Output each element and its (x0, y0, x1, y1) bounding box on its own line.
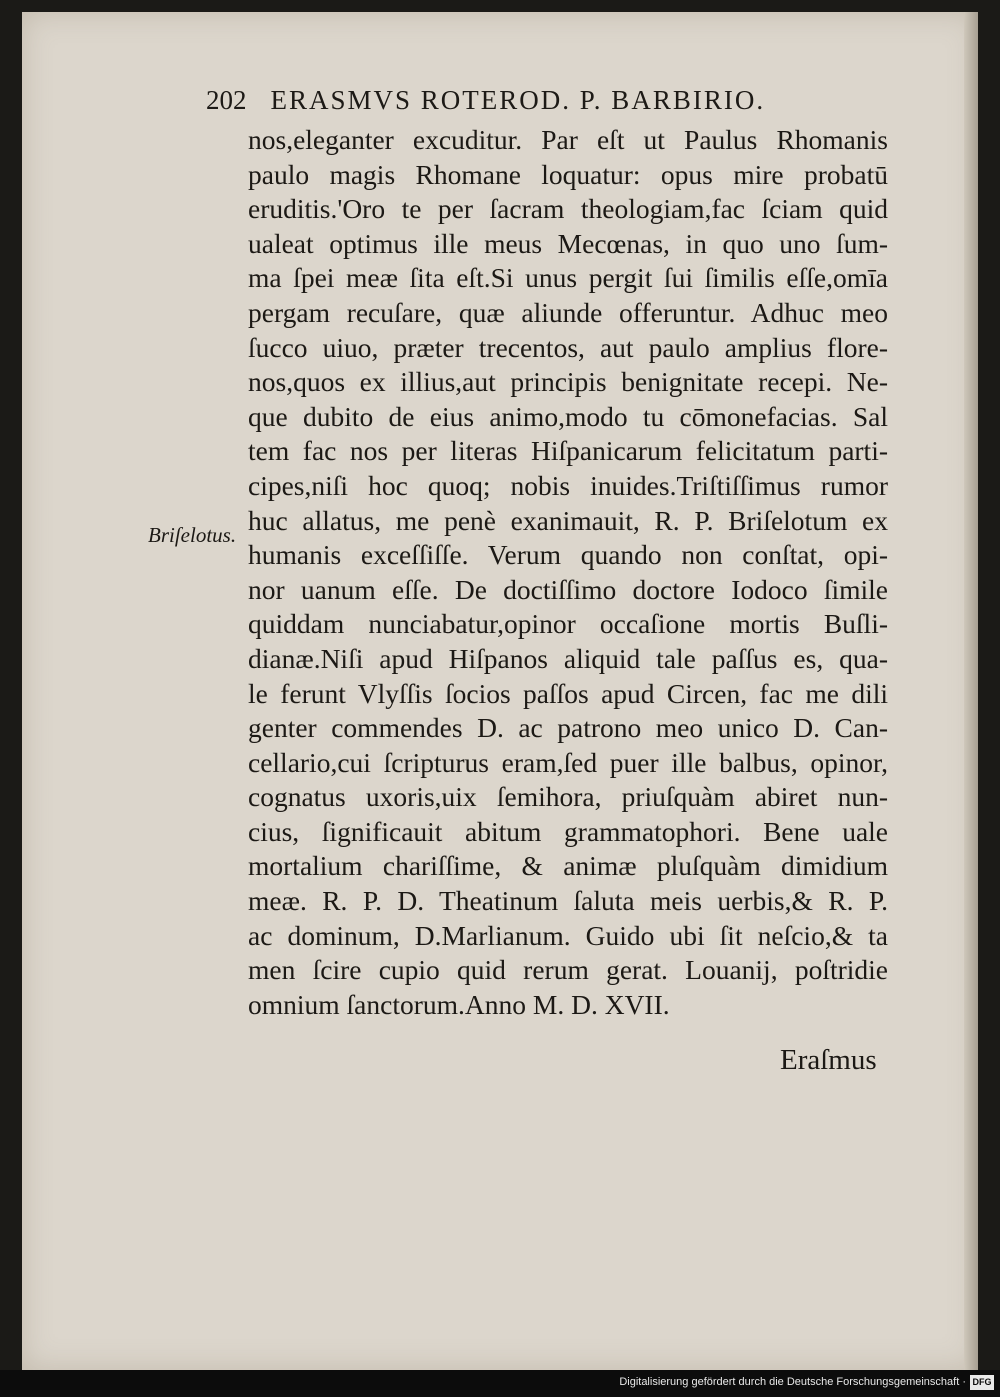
footer-credit: Digitalisierung gefördert durch die Deutsche Forschungsgemeinschaft · (619, 1376, 966, 1388)
text-line: cipes,niſi hoc quoq; nobis inuides.Triſtiſſimus rumor (248, 469, 888, 501)
text-line: huc allatus, me penè exanimauit, R. P. Briſelotum ex (248, 504, 888, 536)
text-line: quiddam nunciabatur,opinor occaſione mortis Buſli- (248, 608, 888, 640)
running-head-title: ERASMVS ROTEROD. P. BARBIRIO. (270, 85, 766, 115)
text-line: cius, ſignificauit abitum grammatophori. Bene uale (248, 815, 888, 847)
text-line: ma ſpei meæ ſita eſt.Si unus pergit ſui ſimilis eſſe,omīa (248, 262, 888, 294)
text-line: men ſcire cupio quid rerum gerat. Louanij, poſtridie (248, 954, 888, 986)
text-line: genter commendes D. ac patrono meo unico D. Can- (248, 712, 888, 744)
dfg-logo: DFG (970, 1375, 994, 1390)
text-line: humanis exceſſiſſe. Verum quando non conſtat, opi- (248, 539, 888, 571)
text-line: ſucco uiuo, præter trecentos, aut paulo amplius flore- (248, 331, 888, 363)
text-line: meæ. R. P. D. Theatinum ſaluta meis uerbis,& R. P. (248, 885, 888, 917)
text-line: mortalium chariſſime, & animæ pluſquàm dimidium (248, 850, 888, 882)
body-text (248, 123, 888, 1022)
text-line: omnium ſanctorum.Anno M. D. XVII. (248, 988, 670, 1020)
text-line: le ferunt Vlyſſis ſocios paſſos apud Circen, fac me dili (248, 677, 888, 709)
text-line: nos,eleganter excuditur. Par eſt ut Paulus Rhomanis (248, 124, 888, 155)
text-line: pergam recuſare, quæ aliunde offeruntur. Adhuc meo (248, 296, 888, 328)
folio-number: 202 (206, 85, 247, 115)
text-line: ac dominum, D.Marlianum. Guido ubi ſit neſcio,& ta (248, 919, 888, 951)
catchword: Eraſmus (780, 1044, 877, 1076)
text-line: que dubito de eius animo,modo tu cōmonefacias. Sal (248, 400, 888, 432)
running-head (206, 85, 886, 116)
text-line: eruditis.'Oro te per ſacram theologiam,fac ſciam quid (248, 193, 888, 225)
page-edge (964, 12, 978, 1370)
text-line: cellario,cui ſcripturus eram,ſed puer ille balbus, opinor, (248, 746, 888, 778)
marginal-note: Briſelotus. (148, 523, 237, 547)
text-line: ualeat optimus ille meus Mecœnas, in quo uno ſum- (248, 227, 888, 259)
text-line: nos,quos ex illius,aut principis benignitate recepi. Ne- (248, 366, 888, 398)
text-line: dianæ.Niſi apud Hiſpanos aliquid tale paſſus es, qua- (248, 642, 888, 674)
text-line: cognatus uxoris,uix ſemihora, priuſquàm abiret nun- (248, 781, 888, 813)
text-line: paulo magis Rhomane loquatur: opus mire probatū (248, 158, 888, 190)
footer-bar (0, 1370, 1000, 1397)
text-line: tem fac nos per literas Hiſpanicarum felicitatum parti- (248, 435, 888, 467)
text-line: nor uanum eſſe. De doctiſſimo doctore Iodoco ſimile (248, 573, 888, 605)
